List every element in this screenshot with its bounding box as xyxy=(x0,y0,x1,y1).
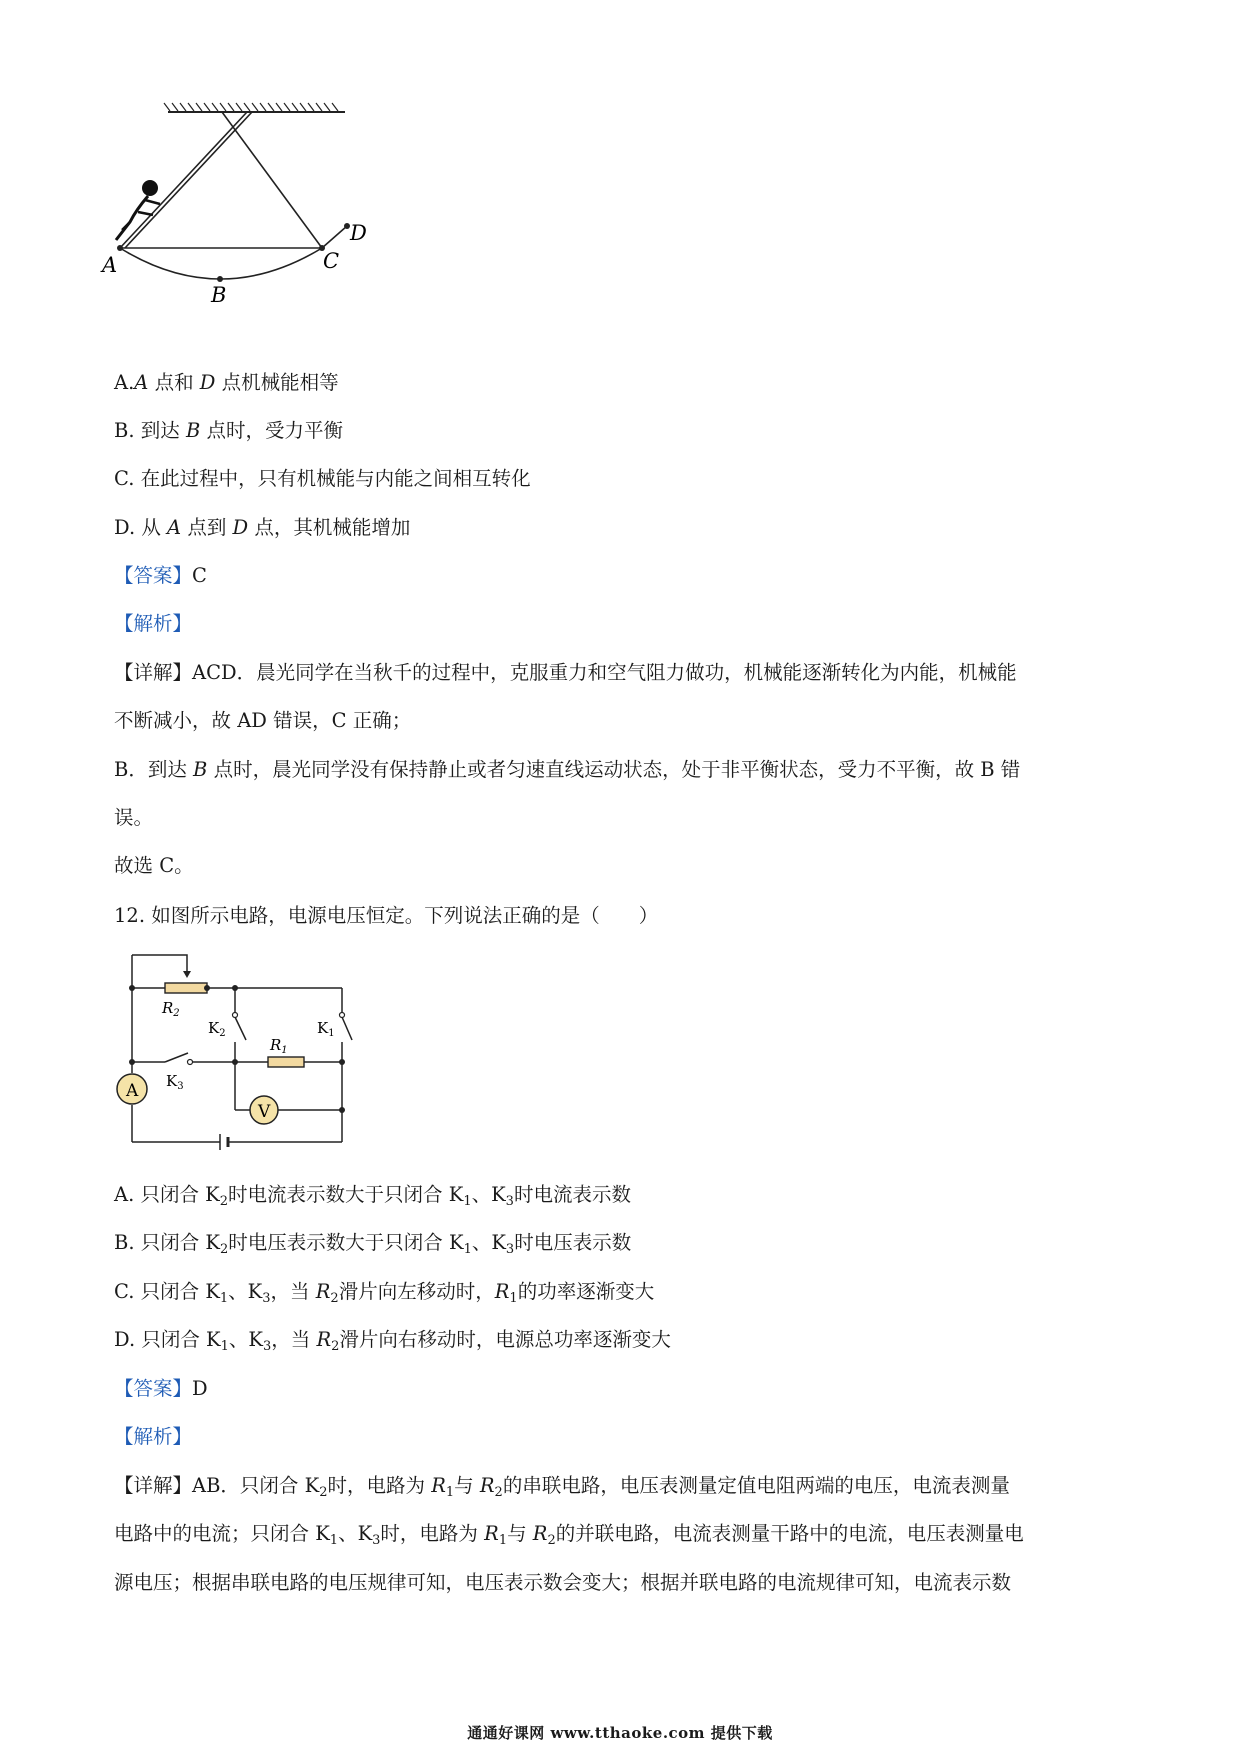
label-k1: $K_1$ xyxy=(317,1019,335,1039)
q11-option-a: A.A 点和 D 点机械能相等 xyxy=(114,371,339,394)
q12-detail-line2: 电路中的电流；只闭合 $K_1$、$K_3$时，电路为 $R_1$与 $R_2$的并联电路，电流表测量干路中的电流，电压表测量电 xyxy=(114,1522,1024,1548)
q12-analysis-tag: 【解析】 xyxy=(114,1425,193,1448)
q11-option-b: B. 到达 B 点时，受力平衡 xyxy=(114,419,343,442)
rheostat-r2 xyxy=(165,983,207,993)
label-d: D xyxy=(350,221,367,245)
voltmeter-label: V xyxy=(258,1102,271,1122)
q11-detail-line5: 故选 C。 xyxy=(114,854,194,877)
q11-detail-line1: 【详解】ACD．晨光同学在当秋千的过程中，克服重力和空气阻力做功，机械能逐渐转化为内能，机械能 xyxy=(114,661,1017,684)
q11-option-c: C. 在此过程中，只有机械能与内能之间相互转化 xyxy=(114,467,531,490)
switch-k2 xyxy=(235,1017,246,1040)
q12-detail-line3: 源电压；根据串联电路的电压规律可知，电压表示数会变大；根据并联电路的电流规律可知，电流表示数 xyxy=(114,1571,1012,1594)
q12-option-d: D. 只闭合 $K_1$、$K_3$，当 $R_2$滑片向右移动时，电源总功率逐渐变大 xyxy=(114,1328,671,1354)
switch-k3 xyxy=(165,1053,188,1062)
label-a: A xyxy=(102,253,118,277)
q11-detail-line2: 不断减小，故 AD 错误，C 正确； xyxy=(114,709,412,732)
q12-answer: 【答案】D xyxy=(114,1377,208,1400)
q11-detail-line3: B．到达 B 点时，晨光同学没有保持静止或者匀速直线运动状态，处于非平衡状态，受力不平衡，故 B 错 xyxy=(114,758,1021,781)
ammeter-label: A xyxy=(126,1081,139,1101)
q12-option-c: C. 只闭合 $K_1$、$K_3$，当 $R_2$滑片向左移动时，$R_1$的功率逐渐变大 xyxy=(114,1280,655,1306)
label-r1: $R_1$ xyxy=(270,1036,288,1056)
label-b: B xyxy=(211,283,227,307)
circuit-figure xyxy=(110,945,370,1150)
q12-option-a: A. 只闭合 $K_2$时电流表示数大于只闭合 $K_1$、$K_3$时电流表示数 xyxy=(114,1183,631,1209)
swing-figure xyxy=(100,100,420,350)
label-r2: $R_2$ xyxy=(162,999,180,1019)
label-k2: $K_2$ xyxy=(208,1019,226,1039)
q12-option-b: B. 只闭合 $K_2$时电压表示数大于只闭合 $K_1$、$K_3$时电压表示数 xyxy=(114,1231,632,1257)
footer-watermark: 通通好课网 www.tthaoke.com 提供下载 xyxy=(467,1724,773,1742)
q11-option-d: D. 从 A 点到 D 点，其机械能增加 xyxy=(114,516,411,539)
q11-analysis-tag: 【解析】 xyxy=(114,612,193,635)
label-c: C xyxy=(323,249,340,273)
q12-detail-line1: 【详解】AB．只闭合 $K_2$时，电路为 $R_1$与 $R_2$的串联电路，电压表测量定值电阻两端的电压，电流表测量 xyxy=(114,1474,1010,1500)
q11-answer: 【答案】C xyxy=(114,564,207,587)
person-icon xyxy=(116,180,160,240)
q11-detail-line4: 误。 xyxy=(114,806,154,829)
switch-k1 xyxy=(342,1017,352,1040)
q12-stem: 12. 如图所示电路，电源电压恒定。下列说法正确的是（ ） xyxy=(114,904,659,927)
label-k3: $K_3$ xyxy=(166,1072,184,1092)
resistor-r1 xyxy=(268,1057,304,1067)
